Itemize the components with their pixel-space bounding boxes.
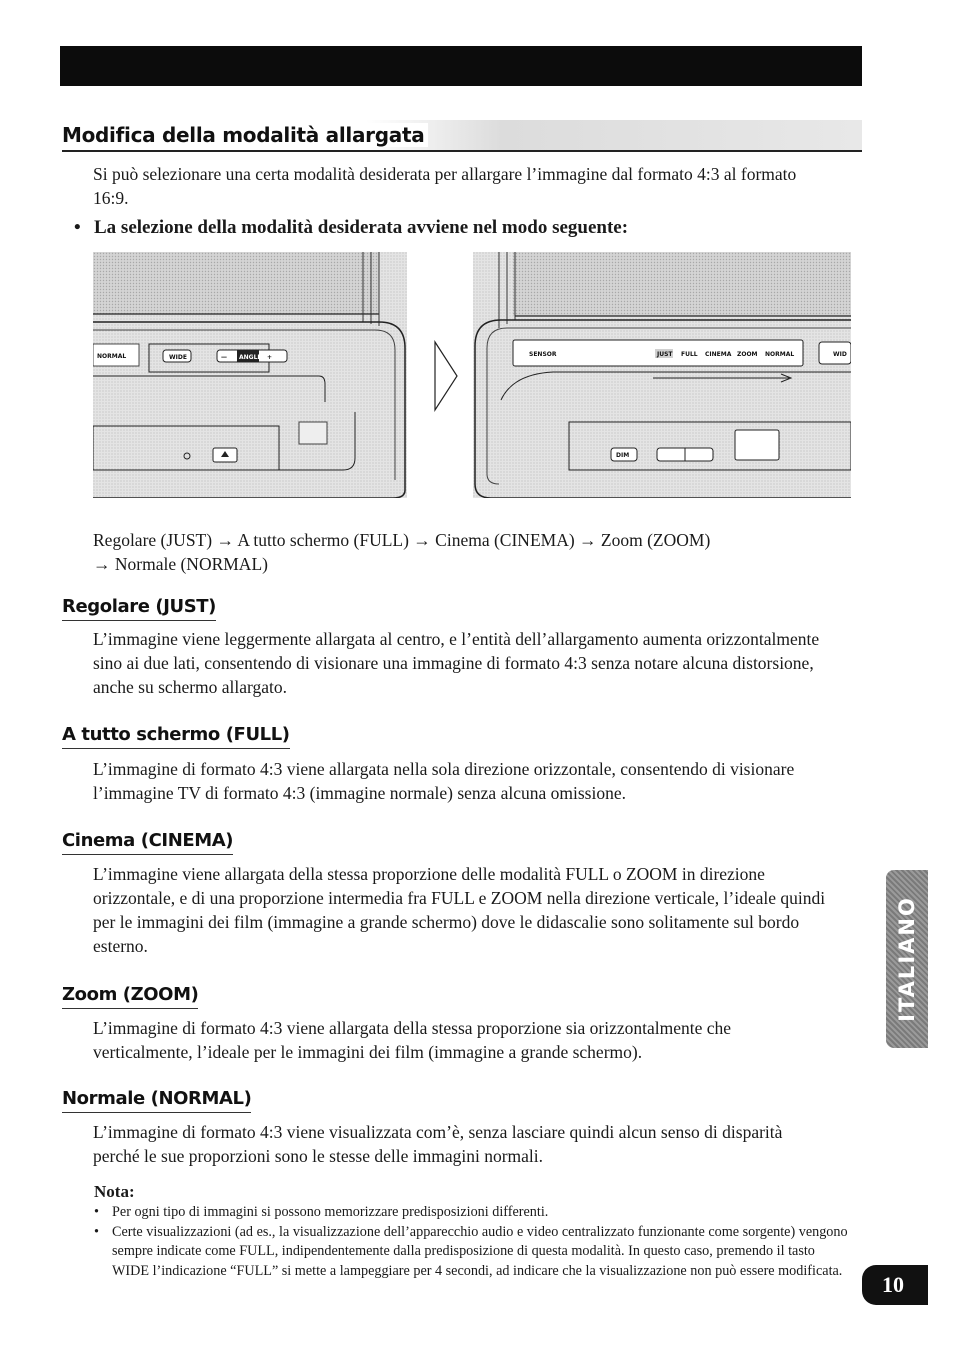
mode-text-cinema: L’immagine viene allargata della stessa proporzione delle modalità FULL o ZOOM in direzione orizzontale, e di una proporzione intermedia fra FULL e ZOOM nella direzione verticale, l’ideale quindi per le immagini dei film (immagine a grande schermo) dove le didascalie sono solitamente sul bordo esterno. (93, 864, 826, 956)
mode-full-label: FULL (681, 351, 698, 358)
mode-title-just: Regolare (JUST) (62, 594, 216, 621)
dim-button-label: DIM (616, 452, 630, 459)
sensor-label: SENSOR (529, 351, 557, 358)
angle-label: ANGLE (239, 354, 262, 361)
note-item: • Certe visualizzazioni (ad es., la visualizzazione dell’apparecchio audio e video centralizzato funzionante come sorgente) vengono sempre indicate come FULL, indipendentemente dalla predisposizione di questa modalità. In questo caso, premendo il tasto WIDE l’indicazione “FULL” si mette a lampeggiare per 4 secondi, ad indicare che la visualizzazione non può essere modificata. (92, 1223, 852, 1282)
mode-title-full: A tutto schermo (FULL) (62, 722, 290, 749)
wide-button-cut-label: WID (833, 351, 847, 358)
language-tab (886, 870, 928, 1048)
note-label: Nota: (94, 1182, 135, 1201)
minus-symbol: — (221, 354, 227, 361)
mode-normal-label: NORMAL (765, 351, 795, 358)
normal-label: NORMAL (97, 353, 127, 360)
language-tab-label: ITALIANO (895, 896, 919, 1022)
intro-paragraph: Si può selezionare una certa modalità desiderata per allargare l’immagine dal formato 4:3 al formato 16:9. (93, 164, 797, 208)
mode-cinema-label: CINEMA (705, 351, 732, 358)
mode-zoom-label: ZOOM (737, 351, 758, 358)
mode-title-normal: Normale (NORMAL) (62, 1086, 251, 1113)
mode-text-just: L’immagine viene leggermente allargata al centro, e l’entità dell’allargamento aumenta orizzontalmente sino ai due lati, consentendo di visionare una immagine di formato 4:3 senza notare alcuna distorsione, anche su schermo allargato. (93, 629, 820, 697)
sequence-line-2: → Normale (NORMAL) (93, 554, 268, 574)
mode-text-zoom: L’immagine di formato 4:3 viene allargata della stessa proporzione sia orizzontalmente che verticalmente, l’ideale per le immagini dei film (immagine a grande schermo). (93, 1018, 732, 1062)
bullet-heading: • La selezione della modalità desiderata avviene nel modo seguente: (74, 215, 628, 241)
note-list (92, 1203, 852, 1281)
mode-text-normal: L’immagine di formato 4:3 viene visualizzata com’è, senza lasciare quindi alcun senso di disparità perché le sue proporzioni sono le stesse delle immagini normali. (93, 1122, 783, 1166)
note-item: • Per ogni tipo di immagini si possono memorizzare predisposizioni differenti. (92, 1203, 852, 1223)
sequence-line-1: Regolare (JUST) → A tutto schermo (FULL) → Cinema (CINEMA) → Zoom (ZOOM) (93, 530, 711, 550)
bullet-icon: • (74, 217, 81, 238)
device-left-image (93, 252, 407, 498)
mode-just-label: JUST (657, 351, 673, 358)
page-number: 10 (862, 1265, 928, 1305)
device-right-image (473, 252, 851, 498)
device-illustration (93, 252, 853, 500)
mode-title-cinema: Cinema (CINEMA) (62, 828, 233, 855)
header-bar (60, 46, 862, 86)
plus-symbol: + (267, 354, 273, 361)
section-title: Modifica della modalità allargata (62, 120, 862, 152)
transition-arrow-icon (433, 340, 459, 412)
wide-button-label: WIDE (169, 354, 187, 361)
mode-text-full: L’immagine di formato 4:3 viene allargata nella sola direzione orizzontale, consentendo di visionare l’immagine TV di formato 4:3 (immagine normale) senza alcuna omissione. (93, 759, 795, 803)
mode-title-zoom: Zoom (ZOOM) (62, 982, 198, 1009)
